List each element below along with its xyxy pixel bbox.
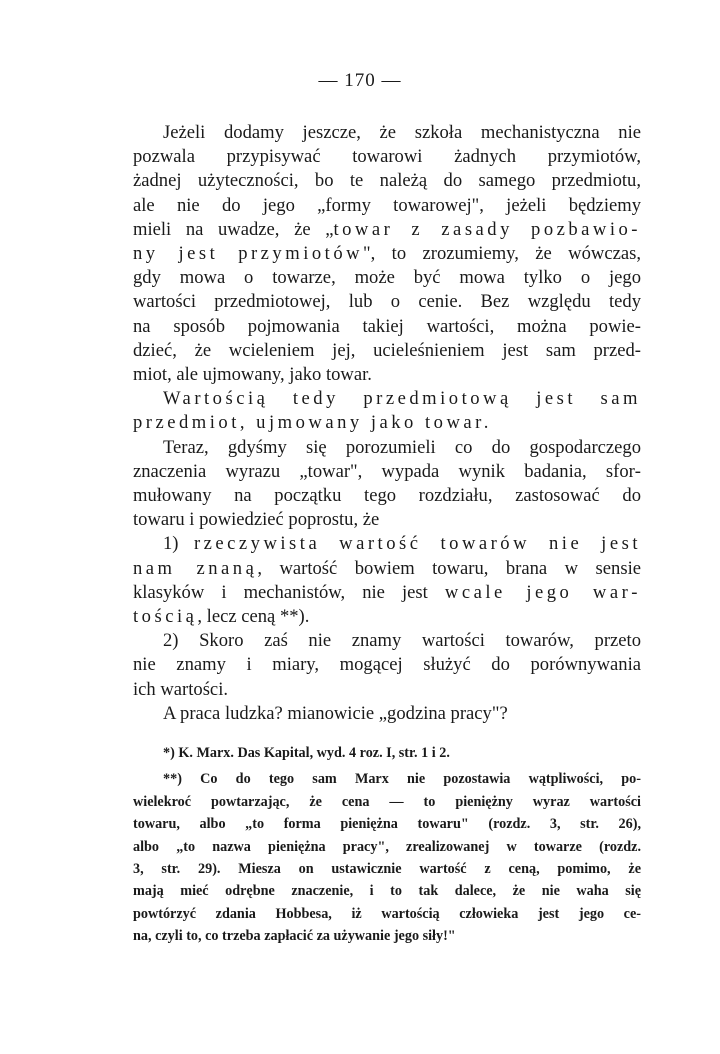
text-line: wartości przedmiotowej, lub o cenie. Bez względu tedy xyxy=(133,291,641,313)
footnotes xyxy=(133,742,641,948)
footnote-line: na, czyli to, co trzeba zapłacić za używanie jego siły!" xyxy=(133,928,456,945)
text-span: , lecz ceną **). xyxy=(197,606,310,628)
footnote-1: *) K. Marx. Das Kapital, wyd. 4 roz. I, str. 1 i 2. xyxy=(163,745,450,761)
footnote-line: towaru, albo „to forma pieniężna towaru" (rozdz. 3, str. 26), xyxy=(133,816,641,833)
spaced-emphasis: tością xyxy=(133,606,198,628)
text-line: dzieć, że wcieleniem jej, ucieleśnieniem jest sam przed‐ xyxy=(133,339,641,361)
text-line: miot, ale ujmowany, jako towar. xyxy=(133,364,372,386)
spaced-emphasis: ny jest przymiotów xyxy=(133,243,364,265)
text-span: mieli na uwadze, że „ xyxy=(133,218,334,240)
text-line: ich wartości. xyxy=(133,678,229,700)
text-span: , wartość bowiem towaru, brana w sensie xyxy=(257,557,641,579)
spaced-emphasis: rzeczywista wartość towarów nie jest xyxy=(193,533,642,555)
spaced-emphasis: nam znaną xyxy=(133,557,258,579)
text-line: nie znamy i miary, mogącej służyć do porównywania xyxy=(133,654,641,676)
text-line xyxy=(133,218,641,242)
text-line: znaczenia wyrazu „towar", wypada wynik badania, sfor‐ xyxy=(133,460,641,482)
main-text xyxy=(133,121,641,726)
text-line xyxy=(133,242,641,266)
spaced-emphasis: towar z zasady pozbawio‐ xyxy=(333,218,642,240)
text-line xyxy=(133,557,641,581)
text-line: A praca ludzka? mianowicie „godzina pracy"? xyxy=(163,702,508,724)
spaced-emphasis-line: Wartością tedy przedmiotową jest sam xyxy=(163,388,641,410)
text-line: Jeżeli dodamy jeszcze, że szkoła mechanistyczna nie xyxy=(163,122,641,143)
text-line: 2) Skoro zaś nie znamy wartości towarów, przeto xyxy=(163,630,641,652)
spaced-emphasis-line: przedmiot, ujmowany jako towar. xyxy=(133,412,492,434)
page-number: — 170 — xyxy=(318,70,402,91)
text-line: towaru i powiedzieć poprostu, że xyxy=(133,509,380,531)
footnote-line: 3, str. 29). Miesza on ustawicznie wartość z ceną, pomimo, że xyxy=(133,861,641,878)
footnote-line: **) Co do tego sam Marx nie pozostawia wątpliwości, po‐ xyxy=(163,771,641,788)
spaced-emphasis: wcale jego war‐ xyxy=(444,581,641,603)
footnote-line: powtórzyć zdania Hobbesa, iż wartością człowieka jest jego ce‐ xyxy=(133,905,641,922)
text-line xyxy=(133,532,641,556)
text-line xyxy=(133,581,641,605)
list-number: 1) xyxy=(163,533,194,555)
text-line: Teraz, gdyśmy się porozumieli co do gospodarczego xyxy=(163,436,641,458)
text-line: na sposób pojmowania takiej wartości, można powie‐ xyxy=(133,315,641,337)
text-line: pozwala przypisywać towarowi żadnych przymiotów, xyxy=(133,146,641,168)
text-line: gdy mowa o towarze, może być mowa tylko o jego xyxy=(133,267,641,289)
text-line: żadnej użyteczności, bo te należą do samego przedmiotu, xyxy=(133,170,641,192)
text-line: mułowany na początku tego rozdziału, zastosować do xyxy=(133,485,641,507)
text-span: ", to zrozumiemy, że wówczas, xyxy=(363,243,641,265)
text-span: klasyków i mechanistów, nie jest xyxy=(133,581,445,603)
text-line: ale nie do jego „formy towarowej", jeżeli będziemy xyxy=(133,194,641,216)
footnote-line: wielekroć powtarzając, że cena — to pieniężny wyraz wartości xyxy=(133,793,641,810)
footnote-line: albo „to nazwa pieniężna pracy", zrealizowanej w towarze (rozdz. xyxy=(133,838,641,855)
footnote-line: mają mieć odrębne znaczenie, i to tak dalece, że nie waha się xyxy=(133,883,641,900)
text-line xyxy=(133,605,641,629)
